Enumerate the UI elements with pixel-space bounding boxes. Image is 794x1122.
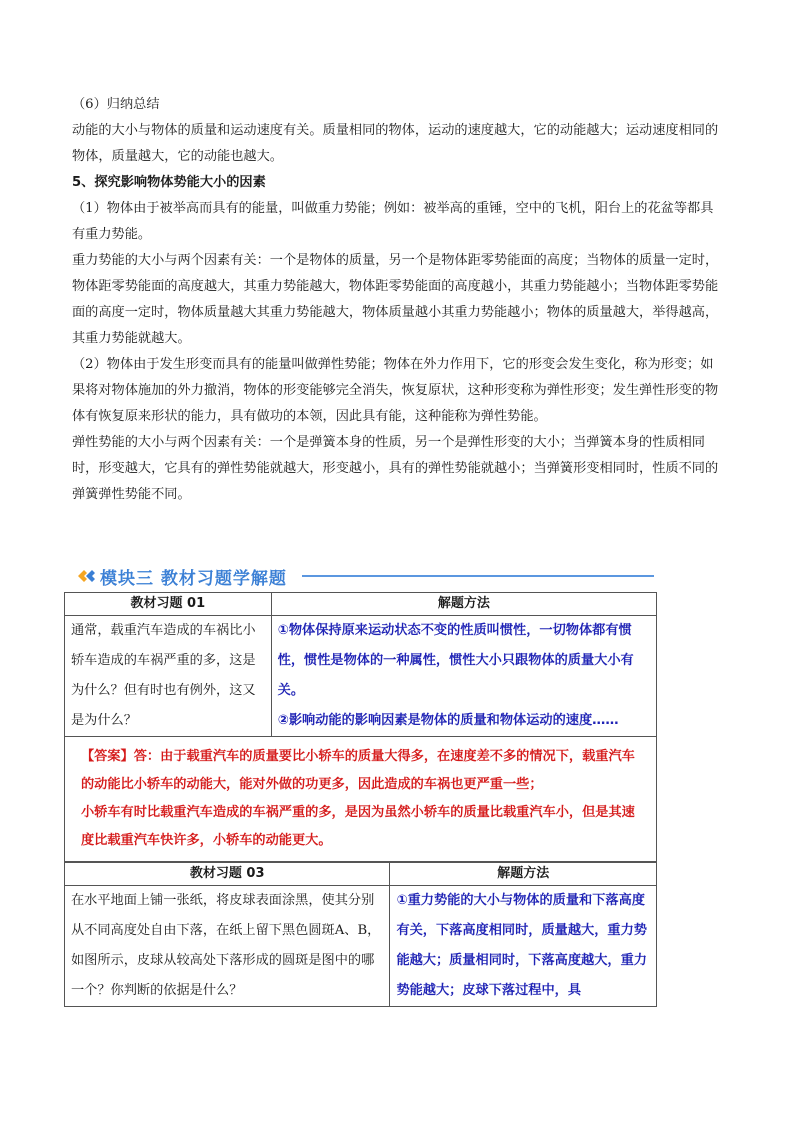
answer-cell [65, 737, 657, 862]
method-label: 解题方法 [271, 593, 656, 616]
module-title: 模块三 教材习题学解题 [100, 569, 287, 589]
paragraph-elastic-definition: （2）物体由于发生形变而具有的能量叫做弹性势能；物体在外力作用下，它的形变会发生变化，称为形变；如果将对物体施加的外力撤消，物体的形变能够完全消失，恢复原状，这种形变称为弹性形变；发生弹性形变的物体有恢复原来形状的能力，具有做功的本领，因此具有能，这种能称为弹性势能。 [72, 357, 719, 424]
paragraph-gravitational-definition: （1）物体由于被举高而具有的能量，叫做重力势能；例如：被举高的重锤，空中的飞机，阳台上的花盆等都具有重力势能。 [72, 201, 714, 242]
method-point-1: ①重力势能的大小与物体的质量和下落高度有关，下落高度相同时，质量越大，重力势能越大；质量相同时，下落高度越大，重力势能越大；皮球下落过程中，具 [396, 893, 647, 998]
method-text [390, 886, 657, 1007]
module-divider [302, 575, 654, 577]
exercise-table-01 [64, 592, 657, 862]
answer-paragraph-2: 小轿车有时比载重汽车造成的车祸严重的多，是因为虽然小轿车的质量比载重汽车小，但是其速度比载重汽车快许多，小轿车的动能更大。 [81, 805, 635, 848]
module-header [76, 562, 586, 590]
method-point-2: ②影响动能的影响因素是物体的质量和物体运动的速度…… [277, 713, 619, 728]
paragraph-gravitational-factors: 重力势能的大小与两个因素有关：一个是物体的质量，另一个是物体距零势能面的高度；当物体的质量一定时，物体距零势能面的高度越大，其重力势能越大，物体距零势能面的高度越小，其重力势能越小；当物体距零势能面的高度一定时，物体质量越大其重力势能越大，物体质量越小其重力势能越小；物体的质量越大，举得越高，其重力势能就越大。 [72, 253, 719, 346]
method-label: 解题方法 [390, 863, 657, 886]
exercise-label: 教材习题 01 [65, 593, 272, 616]
answer-paragraph-1 [81, 743, 644, 799]
paragraph-elastic-factors: 弹性势能的大小与两个因素有关：一个是弹簧本身的性质，另一个是弹性形变的大小；当弹簧本身的性质相同时，形变越大，它具有的弹性势能就越大，形变越小，具有的弹性势能就越小；当弹簧形变相同时，性质不同的弹簧弹性势能不同。 [72, 435, 719, 502]
exercise-question: 通常，载重汽车造成的车祸比小轿车造成的车祸严重的多，这是为什么？但有时也有例外，这又是为什么？ [65, 616, 272, 737]
method-text [271, 616, 656, 737]
exercise-label: 教材习题 03 [65, 863, 390, 886]
paragraph-kinetic-energy: 动能的大小与物体的质量和运动速度有关。质量相同的物体，运动的速度越大，它的动能越大；运动速度相同的物体，质量越大，它的动能也越大。 [72, 123, 719, 164]
subheading-summary: （6）归纳总结 [72, 97, 160, 112]
answer-text-1: 答：由于载重汽车的质量要比小轿车的质量大得多，在速度差不多的情况下，载重汽车的动能比小轿车的动能大，能对外做的功更多，因此造成的车祸也更严重一些； [81, 749, 635, 792]
double-chevron-icon [76, 567, 98, 585]
answer-tag: 【答案】 [81, 749, 134, 764]
section-heading-potential-energy: 5、探究影响物体势能大小的因素 [72, 175, 266, 190]
exercise-question: 在水平地面上铺一张纸，将皮球表面涂黑，使其分别从不同高度处自由下落，在纸上留下黑色圆斑A、B，如图所示，皮球从较高处下落形成的圆斑是图中的哪一个？你判断的依据是什么？ [65, 886, 390, 1007]
exercise-table-03 [64, 862, 657, 1007]
method-point-1: ①物体保持原来运动状态不变的性质叫惯性，一切物体都有惯性，惯性是物体的一种属性，惯性大小只跟物体的质量大小有关。 [277, 623, 634, 698]
